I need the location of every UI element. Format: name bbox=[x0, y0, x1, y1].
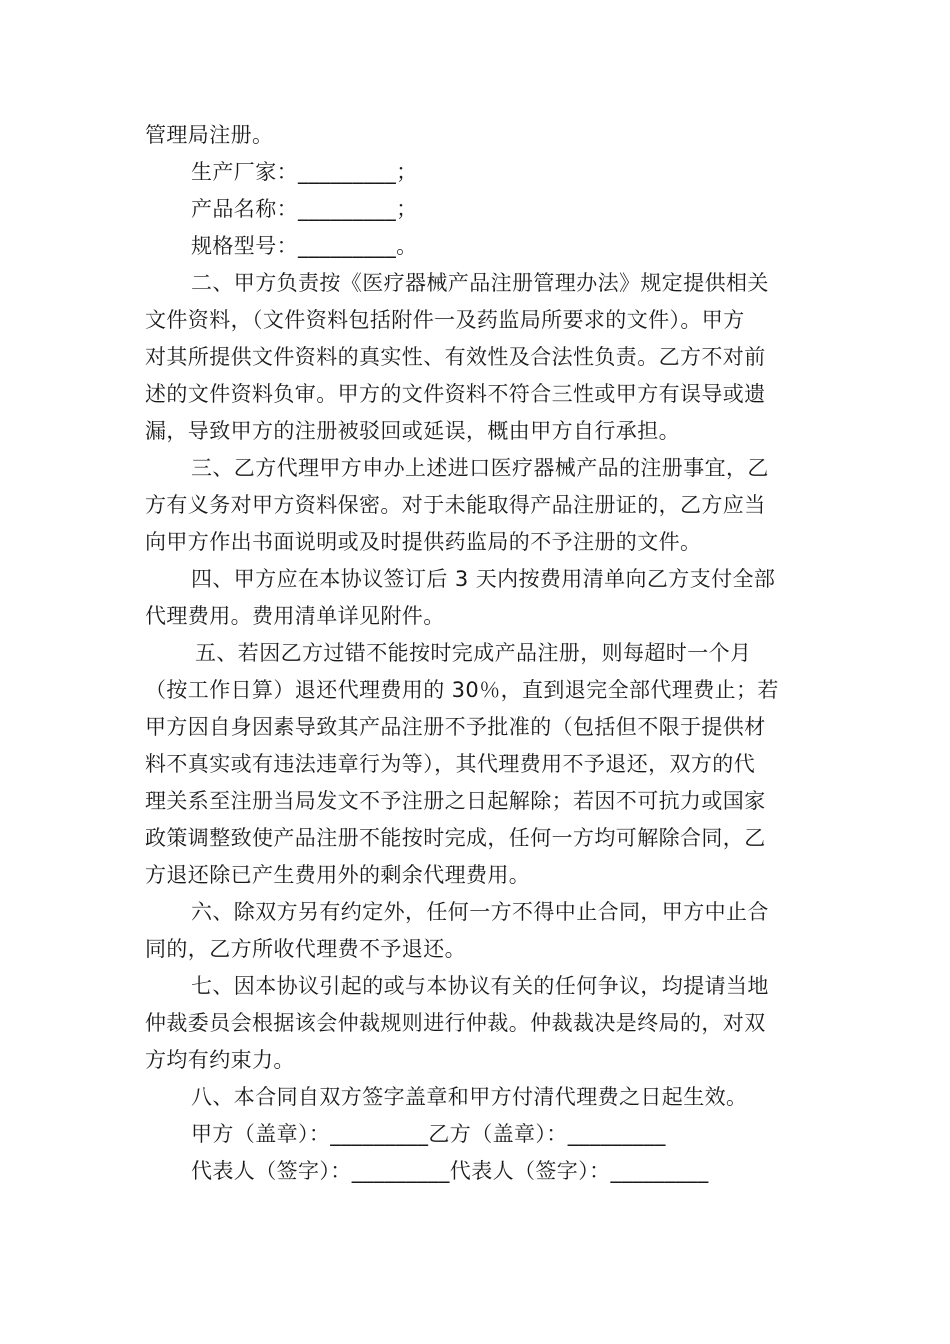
clause-line: 二、甲方负责按《医疗器械产品注册管理办法》规定提供相关 bbox=[191, 271, 769, 295]
clause-6 bbox=[145, 894, 807, 968]
clause-line: 述的文件资料负审。甲方的文件资料不符合三性或甲方有误导或遗 bbox=[145, 382, 766, 406]
clause-line: 八、本合同自双方签字盖章和甲方付清代理费之日起生效。 bbox=[191, 1085, 748, 1109]
clause-line: 六、除双方另有约定外，任何一方不得中止合同，甲方中止合 bbox=[191, 900, 769, 924]
signature-seal-line: 甲方（盖章）：_________乙方（盖章）：_________ bbox=[191, 1122, 666, 1146]
field-product-name: 产品名称：_________； bbox=[191, 197, 418, 221]
clause-line: 理关系至注册当局发文不予注册之日起解除；若因不可抗力或国家 bbox=[145, 789, 766, 813]
clause-5 bbox=[145, 635, 807, 894]
clause-line: （按工作日算）退还代理费用的 30％，直到退完全部代理费止；若 bbox=[145, 678, 779, 702]
clause-line: 同的，乙方所收代理费不予退还。 bbox=[145, 937, 466, 961]
clause-line: 甲方因自身因素导致其产品注册不予批准的（包括但不限于提供材 bbox=[145, 715, 766, 739]
clause-line: 方均有约束力。 bbox=[145, 1048, 295, 1072]
clause-line: 向甲方作出书面说明或及时提供药监局的不予注册的文件。 bbox=[145, 530, 702, 554]
document-body bbox=[145, 117, 807, 1190]
clause-line: 对其所提供文件资料的真实性、有效性及合法性负责。乙方不对前 bbox=[145, 345, 766, 369]
clause-line: 代理费用。费用清单详见附件。 bbox=[145, 604, 445, 628]
clause-line: 五、若因乙方过错不能按时完成产品注册，则每超时一个月 bbox=[195, 641, 752, 665]
clause-line: 仲裁委员会根据该会仲裁规则进行仲裁。仲裁裁决是终局的，对双 bbox=[145, 1011, 766, 1035]
signature-representative-line: 代表人（签字）：_________代表人（签字）：_________ bbox=[191, 1159, 709, 1183]
intro-tail: 管理局注册。 bbox=[145, 123, 274, 147]
clause-line: 方有义务对甲方资料保密。对于未能取得产品注册证的，乙方应当 bbox=[145, 493, 766, 517]
clause-line: 漏，导致甲方的注册被驳回或延误，概由甲方自行承担。 bbox=[145, 419, 680, 443]
clause-line: 方退还除已产生费用外的剩余代理费用。 bbox=[145, 863, 531, 887]
clause-line: 三、乙方代理甲方申办上述进口医疗器械产品的注册事宜，乙 bbox=[191, 456, 769, 480]
field-model: 规格型号：_________。 bbox=[191, 234, 418, 258]
clause-4 bbox=[145, 561, 807, 635]
field-manufacturer: 生产厂家：_________； bbox=[191, 160, 418, 184]
clause-3 bbox=[145, 450, 807, 561]
clause-line: 七、因本协议引起的或与本协议有关的任何争议，均提请当地 bbox=[191, 974, 769, 998]
clause-line: 政策调整致使产品注册不能按时完成，任何一方均可解除合同，乙 bbox=[145, 826, 766, 850]
clause-line: 四、甲方应在本协议签订后 3 天内按费用清单向乙方支付全部 bbox=[191, 567, 776, 591]
clause-line: 料不真实或有违法违章行为等），其代理费用不予退还，双方的代 bbox=[145, 752, 756, 776]
clause-7 bbox=[145, 968, 807, 1079]
clause-2 bbox=[145, 265, 807, 450]
clause-line: 文件资料，（文件资料包括附件一及药监局所要求的文件）。甲方 bbox=[145, 308, 745, 332]
clause-8 bbox=[145, 1079, 807, 1116]
